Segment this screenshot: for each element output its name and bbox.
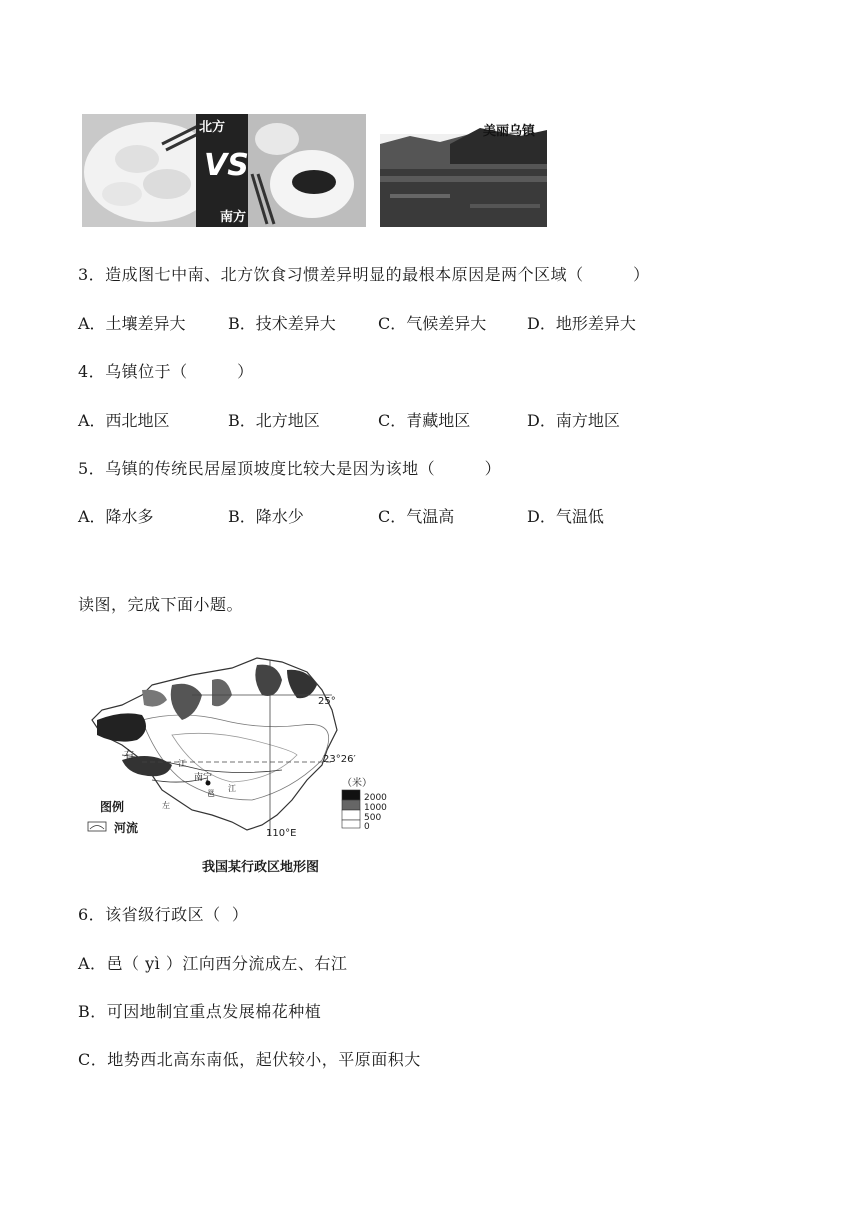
q3-stem: 3．造成图七中南、北方饮食习惯差异明显的最根本原因是两个区域（ ） <box>78 265 650 284</box>
q4-option-a[interactable]: A．西北地区 <box>78 411 170 430</box>
section-intro: 读图，完成下面小题。 <box>78 595 244 614</box>
map-label-you: 右 <box>124 750 134 761</box>
q6-option-a[interactable]: A．邑（ yì ）江向西分流成左、右江 <box>78 954 348 973</box>
lat-25: 25° <box>318 696 336 707</box>
legend-500: 500 <box>364 813 382 823</box>
q3-option-b[interactable]: B．技术差异大 <box>228 314 336 333</box>
terrain-map <box>82 650 402 880</box>
legend-2000: 2000 <box>364 793 387 803</box>
north-south-food-photo <box>82 114 366 227</box>
q4-stem: 4．乌镇位于（ ） <box>78 362 254 381</box>
legend-river: 河流 <box>114 821 139 835</box>
map-label-zuo: 左 <box>162 801 170 810</box>
lon-110: 110°E <box>266 828 297 839</box>
q4-option-d[interactable]: D．南方地区 <box>527 411 620 430</box>
legend-unit: （米） <box>342 778 372 789</box>
legend-1000: 1000 <box>364 803 387 813</box>
map-label-jiang2: 江 <box>228 784 236 793</box>
map-label-yong: 邕 <box>207 789 215 798</box>
label-south: 南方 <box>220 210 247 225</box>
map-label-jiang: 江 <box>178 759 186 768</box>
q3-option-a[interactable]: A．土壤差异大 <box>78 314 186 333</box>
q3-option-d[interactable]: D．地形差异大 <box>527 314 636 333</box>
q5-option-d[interactable]: D．气温低 <box>527 507 604 526</box>
q6-stem: 6．该省级行政区（ ） <box>78 905 249 924</box>
q4-option-c[interactable]: C．青藏地区 <box>378 411 471 430</box>
label-vs: VS <box>204 148 249 183</box>
wuzhen-photo <box>380 114 547 227</box>
q5-stem: 5．乌镇的传统民居屋顶坡度比较大是因为该地（ ） <box>78 459 502 478</box>
q6-option-b[interactable]: B．可因地制宜重点发展棉花种植 <box>78 1002 322 1021</box>
q4-option-b[interactable]: B．北方地区 <box>228 411 320 430</box>
q5-option-c[interactable]: C．气温高 <box>378 507 455 526</box>
q6-option-c[interactable]: C．地势西北高东南低，起伏较小，平原面积大 <box>78 1050 421 1069</box>
legend-0: 0 <box>364 822 370 832</box>
q5-option-b[interactable]: B．降水少 <box>228 507 304 526</box>
map-caption: 我国某行政区地形图 <box>202 860 320 875</box>
map-label-nanning: 南宁 <box>194 773 213 783</box>
q5-option-a[interactable]: A．降水多 <box>78 507 154 526</box>
label-town: 美丽乌镇 <box>483 124 536 139</box>
label-north: 北方 <box>197 116 227 135</box>
lat-tropic: 23°26′ <box>323 754 356 765</box>
q3-option-c[interactable]: C．气候差异大 <box>378 314 487 333</box>
legend-title: 图例 <box>100 800 125 814</box>
